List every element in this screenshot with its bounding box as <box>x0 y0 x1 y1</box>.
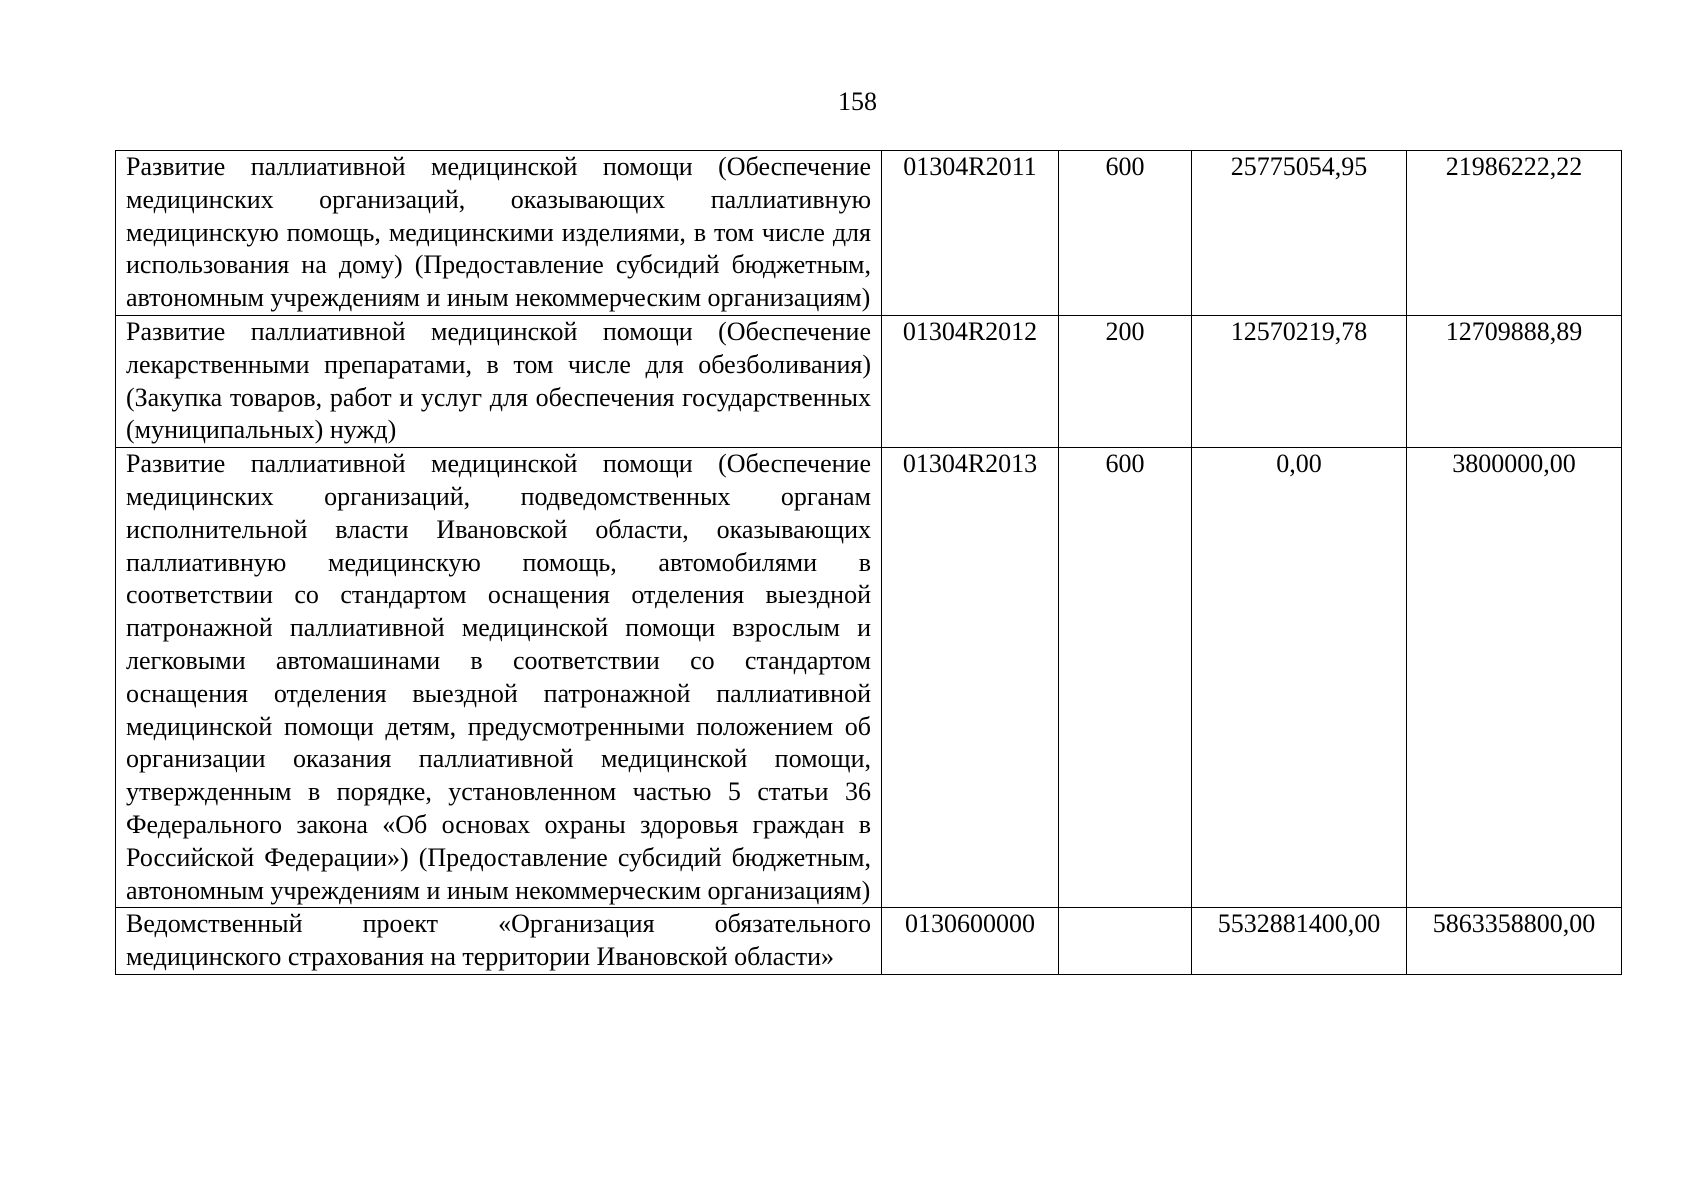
row-name: Развитие паллиативной медицинской помощи (Обеспечение медицинских организаций, подведомственных органам исполнительной власти Ивановской области, оказывающих паллиативную медицинскую помощь, автомобилями в соответствии со стандартом оснащения отделения выездной патронажной паллиативной медицинской помощи взрослым и легковыми автомашинами в соответствии со стандартом оснащения отделения выездной патронажной паллиативной медицинской помощи детям, предусмотренными положением об организации оказания паллиативной медицинской помощи, утвержденным в порядке, установленном частью 5 статьи 36 Федерального закона «Об основах охраны здоровья граждан в Российской Федерации») (Предоставление субсидий бюджетным, автономным учреждениям и иным некоммерческим организациям) <box>126 449 871 905</box>
row-name-cell <box>116 151 882 316</box>
row-expense-type: 600 <box>1059 448 1192 908</box>
row-amount-1: 12570219,78 <box>1192 315 1407 447</box>
row-amount-2: 21986222,22 <box>1407 151 1622 316</box>
table-row <box>116 315 1622 447</box>
row-code: 01304R2013 <box>882 448 1059 908</box>
row-expense-type <box>1059 908 1192 975</box>
row-expense-type: 200 <box>1059 315 1192 447</box>
row-name: Ведомственный проект «Организация обязательного медицинского страхования на территории Ивановской области» <box>126 909 871 972</box>
row-code: 01304R2011 <box>882 151 1059 316</box>
row-amount-2: 5863358800,00 <box>1407 908 1622 975</box>
table-row <box>116 448 1622 908</box>
budget-table <box>115 150 1622 975</box>
row-amount-2: 3800000,00 <box>1407 448 1622 908</box>
row-amount-1: 0,00 <box>1192 448 1407 908</box>
row-amount-1: 5532881400,00 <box>1192 908 1407 975</box>
table-row <box>116 908 1622 975</box>
row-code: 0130600000 <box>882 908 1059 975</box>
table-row <box>116 151 1622 316</box>
row-name: Развитие паллиативной медицинской помощи (Обеспечение медицинских организаций, оказывающих паллиативную медицинскую помощь, медицинскими изделиями, в том числе для использования на дому) (Предоставление субсидий бюджетным, автономным учреждениям и иным некоммерческим организациям) <box>126 152 871 313</box>
row-name-cell <box>116 315 882 447</box>
row-name-cell <box>116 908 882 975</box>
row-amount-1: 25775054,95 <box>1192 151 1407 316</box>
row-expense-type: 600 <box>1059 151 1192 316</box>
row-name: Развитие паллиативной медицинской помощи (Обеспечение лекарственными препаратами, в том числе для обезболивания) (Закупка товаров, работ и услуг для обеспечения государственных (муниципальных) нужд) <box>126 316 871 445</box>
page-number: 158 <box>838 87 877 116</box>
row-name-cell <box>116 448 882 908</box>
row-code: 01304R2012 <box>882 315 1059 447</box>
row-amount-2: 12709888,89 <box>1407 315 1622 447</box>
